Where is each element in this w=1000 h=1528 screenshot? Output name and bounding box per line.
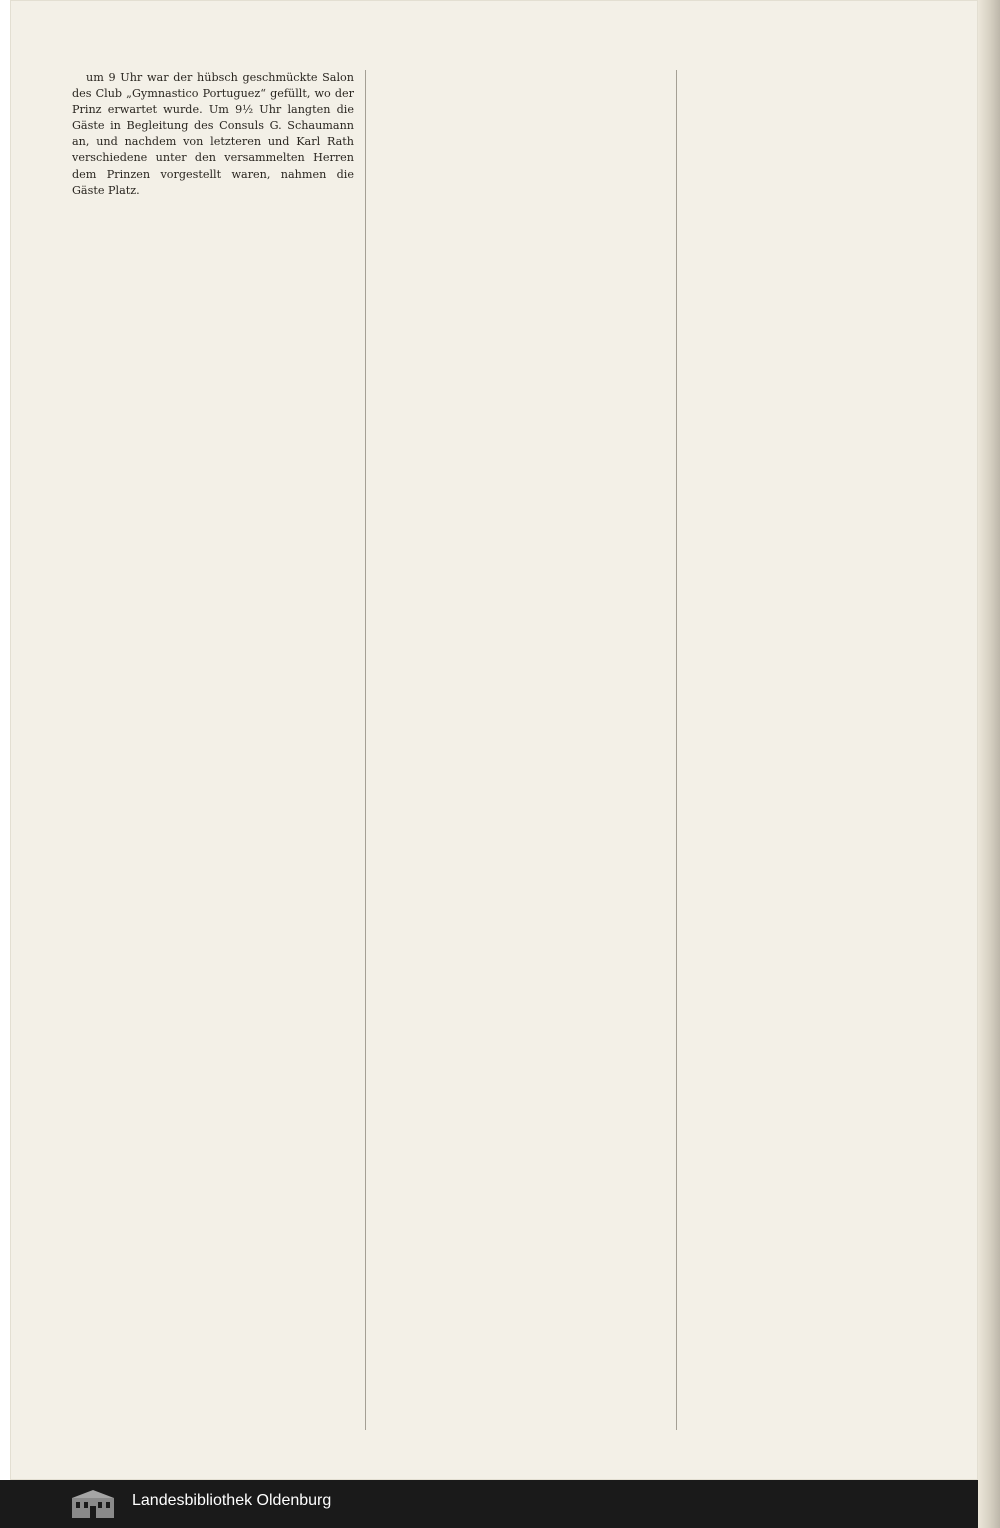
library-footer [0, 1480, 978, 1528]
column-divider [676, 70, 677, 1430]
library-name: Landesbibliothek Oldenburg [132, 1492, 332, 1509]
col1-text: um 9 Uhr war der hübsch geschmückte Salon des Club „Gymnastico Portuguez“ gefüllt, wo der Prinz erwartet wurde. Um 9½ Uhr langten die Gäste in Begleitung des Consuls G. Schaumann an, und nachdem von letzteren und Karl Rath verschiedene unter den versammelten Herren dem Prinzen vorgestellt waren, nahmen die Gäste Platz. [72, 71, 354, 197]
book-binding-edge [978, 0, 1000, 1528]
building-icon [70, 1488, 116, 1520]
column-1 [72, 70, 354, 1430]
column-divider [365, 70, 366, 1430]
newspaper-page [10, 0, 978, 1480]
